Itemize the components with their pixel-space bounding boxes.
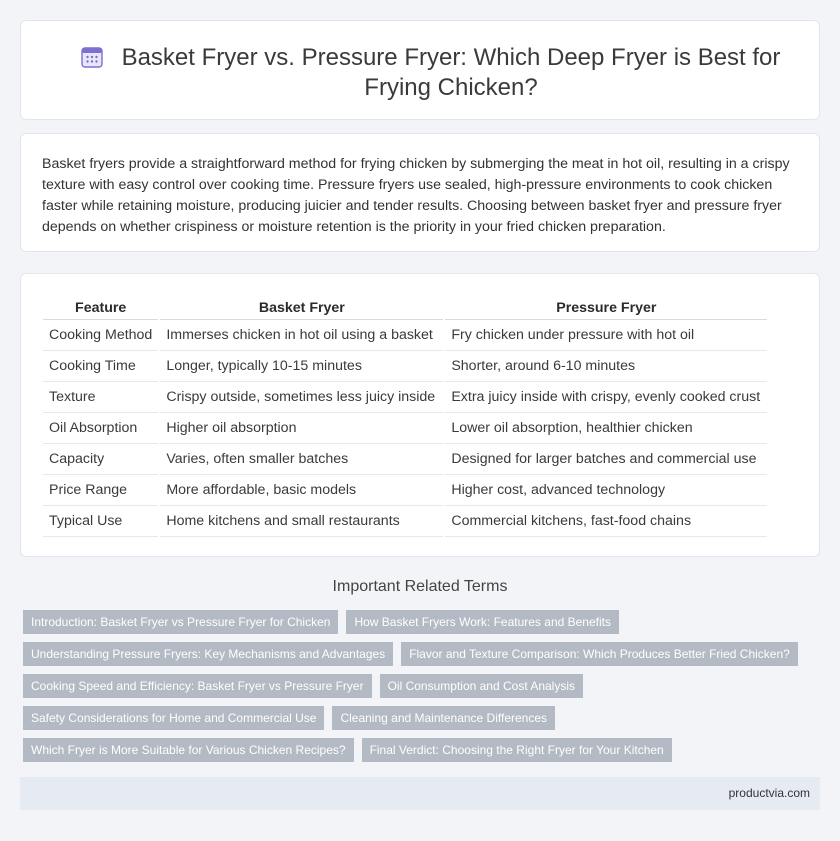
header-pressure-fryer: Pressure Fryer [445,294,767,320]
table-cell: Capacity [43,444,158,475]
page-title: Basket Fryer vs. Pressure Fryer: Which Deep Fryer is Best for Frying Chicken? [121,44,781,101]
table-header-row [43,294,767,320]
table-row [43,351,767,382]
related-terms-heading: Important Related Terms [332,578,508,595]
table-cell: Immerses chicken in hot oil using a basket [160,320,443,351]
table-cell: Cooking Method [43,320,158,351]
intro-card [20,133,820,252]
table-cell: Extra juicy inside with crispy, evenly cooked crust [445,382,767,413]
related-term-link[interactable]: Which Fryer is More Suitable for Various Chicken Recipes? [23,738,354,762]
footer [20,777,820,810]
table-cell: Commercial kitchens, fast-food chains [445,506,767,537]
related-term-link[interactable]: Understanding Pressure Fryers: Key Mechanisms and Advantages [23,642,393,666]
header-basket-fryer: Basket Fryer [160,294,443,320]
table-cell: Home kitchens and small restaurants [160,506,443,537]
table-cell: More affordable, basic models [160,475,443,506]
related-terms-list [23,610,823,770]
intro-text: Basket fryers provide a straightforward method for frying chicken by submerging the meat in hot oil, resulting in a crispy texture with easy control over cooking time. Pressure fryers use sealed, high-pressure environments to cook chicken faster while retaining moisture, producing juicier and tender results. Choosing between basket fryer and pressure fryer depends on whether crispiness or moisture retention is the priority in your fried chicken preparation. [42,156,790,235]
table-cell: Oil Absorption [43,413,158,444]
header-feature: Feature [43,294,158,320]
table-cell: Texture [43,382,158,413]
comparison-card [20,273,820,557]
table-cell: Shorter, around 6-10 minutes [445,351,767,382]
table-cell: Price Range [43,475,158,506]
related-term-link[interactable]: Cleaning and Maintenance Differences [332,706,555,730]
related-term-link[interactable]: Flavor and Texture Comparison: Which Produces Better Fried Chicken? [401,642,798,666]
comparison-table [43,294,767,537]
table-cell: Longer, typically 10-15 minutes [160,351,443,382]
footer-site-link[interactable]: productvia.com [728,786,810,800]
title-wrap [21,43,821,103]
table-cell: Higher cost, advanced technology [445,475,767,506]
table-row [43,444,767,475]
table-row [43,382,767,413]
table-cell: Crispy outside, sometimes less juicy inside [160,382,443,413]
table-cell: Typical Use [43,506,158,537]
table-cell: Varies, often smaller batches [160,444,443,475]
related-term-link[interactable]: Final Verdict: Choosing the Right Fryer for Your Kitchen [362,738,672,762]
related-term-link[interactable]: Safety Considerations for Home and Commercial Use [23,706,324,730]
table-cell: Higher oil absorption [160,413,443,444]
table-cell: Cooking Time [43,351,158,382]
table-cell: Fry chicken under pressure with hot oil [445,320,767,351]
related-term-link[interactable]: How Basket Fryers Work: Features and Benefits [346,610,619,634]
table-cell: Designed for larger batches and commercial use [445,444,767,475]
related-term-link[interactable]: Oil Consumption and Cost Analysis [380,674,583,698]
title-card [20,20,820,120]
table-row [43,475,767,506]
table-row [43,506,767,537]
related-term-link[interactable]: Introduction: Basket Fryer vs Pressure Fryer for Chicken [23,610,338,634]
table-row [43,320,767,351]
table-cell: Lower oil absorption, healthier chicken [445,413,767,444]
table-row [43,413,767,444]
related-term-link[interactable]: Cooking Speed and Efficiency: Basket Fryer vs Pressure Fryer [23,674,372,698]
